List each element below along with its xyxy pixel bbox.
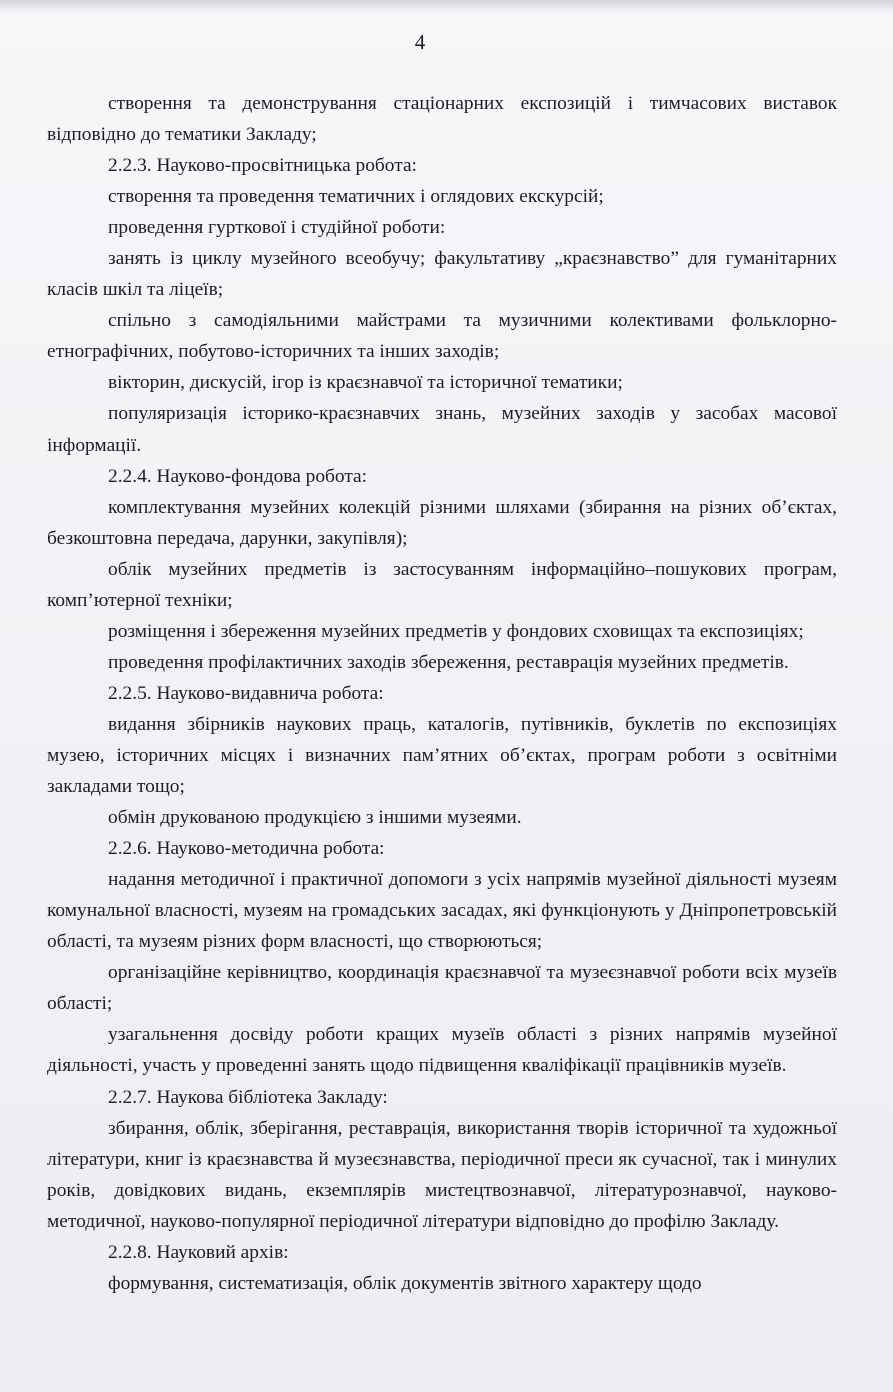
paragraph: створення та проведення тематичних і оглядових екскурсій; xyxy=(108,186,604,208)
paragraph: надання методичної і практичної допомоги з усіх напрямів музейної діяльності музеям комунальної власності, музеям на громадських засадах, які функціонують у Дніпропетровській області, та музеям різних форм власності, що створюються; xyxy=(47,869,837,953)
document-body xyxy=(47,88,837,1299)
paragraph: узагальнення досвіду роботи кращих музеїв області з різних напрямів музейної діяльності, участь у проведенні занять щодо підвищення кваліфікації працівників музеїв. xyxy=(47,1024,837,1077)
paragraph: занять із циклу музейного всеобучу; факультативу „краєзнавство” для гуманітарних класів шкіл та ліцеїв; xyxy=(47,248,837,301)
section-heading: 2.2.4. Науково-фондова робота: xyxy=(108,465,368,487)
section-heading: 2.2.6. Науково-методична робота: xyxy=(108,838,385,860)
paragraph: проведення профілактичних заходів збереження, реставрація музейних предметів. xyxy=(108,651,789,673)
paragraph: обмін друкованою продукцією з іншими музеями. xyxy=(108,807,522,829)
paragraph: вікторин, дискусій, ігор із краєзнавчої та історичної тематики; xyxy=(108,372,623,394)
paragraph: комплектування музейних колекцій різними шляхами (збирання на різних об’єктах, безкоштовна передача, дарунки, закупівля); xyxy=(47,496,837,549)
paragraph: популяризація історико-краєзнавчих знань, музейних заходів у засобах масової інформації. xyxy=(47,403,837,456)
section-heading: 2.2.5. Науково-видавнича робота: xyxy=(108,682,384,704)
section-heading: 2.2.3. Науково-просвітницька робота: xyxy=(108,155,417,177)
section-heading: 2.2.8. Науковий архів: xyxy=(108,1241,289,1263)
page-number: 4 xyxy=(414,30,426,54)
scan-edge-shadow xyxy=(0,0,893,14)
paragraph: створення та демонстрування стаціонарних експозицій і тимчасових виставок відповідно до тематики Закладу; xyxy=(47,93,837,146)
paragraph: збирання, облік, зберігання, реставрація, використання творів історичної та художньої літератури, книг із краєзнавства й музеєзнавства, періодичної преси як сучасної, так і минулих років, довідкових видань, екземплярів мистецтвознавчої, літературознавчої, науково-методичної, науково-популярної періодичної літератури відповідно до профілю Закладу. xyxy=(47,1117,837,1232)
paragraph: розміщення і збереження музейних предметів у фондових сховищах та експозиціях; xyxy=(108,620,804,642)
paragraph: облік музейних предметів із застосуванням інформаційно–пошукових програм, комп’ютерної техніки; xyxy=(47,558,837,611)
paragraph: проведення гурткової і студійної роботи: xyxy=(108,217,446,239)
paragraph: формування, систематизація, облік документів звітного характеру щодо xyxy=(108,1272,702,1294)
paragraph: організаційне керівництво, координація краєзнавчої та музеєзнавчої роботи всіх музеїв області; xyxy=(47,962,837,1015)
paragraph: спільно з самодіяльними майстрами та музичними колективами фольклорно-етнографічних, побутово-історичних та інших заходів; xyxy=(47,310,837,363)
paragraph: видання збірників наукових праць, каталогів, путівників, буклетів по експозиціях музею, історичних місцях і визначних пам’ятних об’єктах, програм роботи з освітніми закладами тощо; xyxy=(47,713,837,798)
section-heading: 2.2.7. Наукова бібліотека Закладу: xyxy=(108,1086,388,1108)
